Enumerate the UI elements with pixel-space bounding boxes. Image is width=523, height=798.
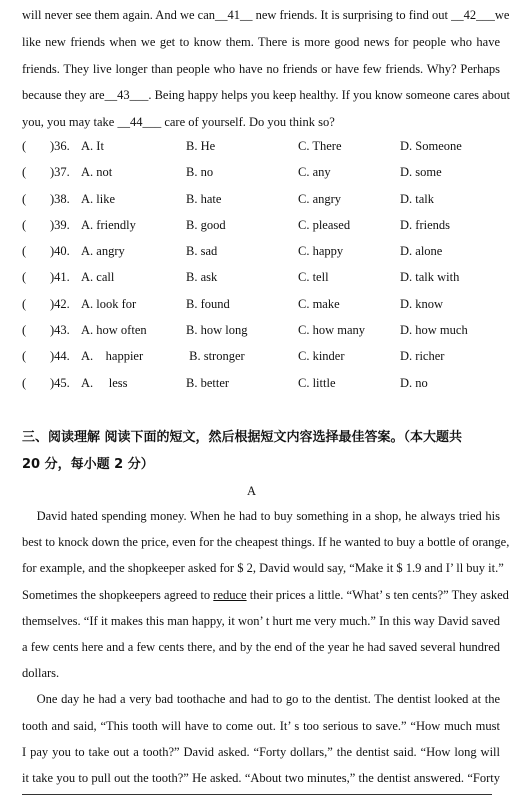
option-d: D. talk — [400, 191, 435, 206]
option-a: A. not — [81, 165, 113, 180]
option-c: C. make — [298, 296, 340, 311]
option-d: D. friends — [400, 217, 450, 232]
option-c: C. how many — [298, 323, 366, 338]
question-number: )43. — [50, 323, 70, 338]
option-c: C. tell — [298, 270, 329, 285]
option-a: A. happier — [81, 349, 144, 364]
option-d: D. some — [400, 165, 442, 180]
answer-paren: ( — [22, 349, 27, 364]
option-a: A. less — [81, 375, 128, 390]
option-d: D. talk with — [400, 270, 460, 285]
option-c: C. pleased — [298, 217, 351, 232]
option-b: B. ask — [186, 270, 218, 285]
option-b: B. He — [186, 139, 216, 153]
answer-paren: ( — [22, 323, 27, 338]
question-number: )45. — [50, 375, 70, 390]
section-heading-line: 三、阅读理解 阅读下面的短文，然后根据短文内容选择最佳答案。（本大题共 — [22, 430, 463, 445]
question-number: )40. — [50, 244, 70, 259]
option-b: B. good — [186, 217, 226, 232]
option-d: D. no — [400, 375, 428, 390]
cloze-line: like new friends when we get to know them. There is more good news for people who have — [22, 34, 500, 49]
option-c: C. little — [298, 375, 336, 390]
option-a: A. friendly — [81, 217, 136, 232]
passage-label: A — [246, 484, 257, 498]
option-a: A. look for — [81, 296, 137, 311]
option-c: C. kinder — [298, 349, 345, 364]
question-row — [22, 317, 502, 343]
option-b: B. how long — [186, 323, 248, 338]
option-d: D. know — [400, 296, 444, 311]
passage-line: best to knock down the price, even for the cheapest things. If he wanted to buy a bottle of orange, — [22, 535, 510, 550]
question-row — [22, 238, 502, 264]
option-b: B. hate — [186, 191, 222, 206]
question-row — [22, 343, 502, 369]
answer-paren: ( — [22, 296, 27, 311]
passage-text: Sometimes the shopkeepers agreed to — [22, 587, 214, 602]
option-a: A. call — [81, 270, 115, 285]
cloze-line: friends. They live longer than people who have no friends or have few friends. Why? Perhaps — [22, 61, 500, 76]
question-number: )38. — [50, 191, 70, 206]
question-number: )36. — [50, 139, 70, 153]
answer-paren: ( — [22, 244, 27, 259]
option-b: B. sad — [186, 244, 218, 259]
question-row — [22, 186, 502, 212]
question-row — [22, 291, 502, 317]
answer-paren: ( — [22, 191, 27, 206]
option-c: C. angry — [298, 191, 342, 206]
passage-line: it take you to pull out the tooth?” He asked. “About two minutes,” the dentist answered. “Forty — [22, 770, 500, 785]
passage-line: a few cents here and a few cents there, and by the end of the year he had saved several hundred — [22, 639, 500, 654]
passage-line: dollars. — [22, 666, 60, 681]
option-c: C. There — [298, 139, 342, 153]
option-a: A. angry — [81, 244, 125, 259]
passage-line: for example, and the shopkeeper asked for $ 2, David would say, “Make it $ 1.9 and I’ ll buy it.” — [22, 561, 504, 576]
option-b: B. found — [186, 296, 230, 311]
answer-paren: ( — [22, 217, 27, 232]
option-c: C. happy — [298, 244, 344, 259]
question-row — [22, 159, 502, 185]
cloze-passage — [22, 2, 510, 136]
question-row — [22, 212, 502, 238]
page-divider — [22, 794, 492, 795]
option-b: B. better — [186, 375, 230, 390]
section-heading-line: 20 分，每小题 2 分） — [22, 457, 154, 472]
underlined-word: reduce — [213, 587, 247, 602]
passage-line — [22, 582, 509, 608]
question-number: )42. — [50, 296, 70, 311]
question-row — [22, 370, 502, 396]
question-row — [22, 264, 502, 290]
option-d: D. richer — [400, 349, 445, 364]
reading-passage — [22, 503, 510, 791]
option-a: A. like — [81, 191, 116, 206]
option-a: A. how often — [81, 323, 147, 338]
options-list — [22, 133, 502, 396]
question-number: )44. — [50, 349, 70, 364]
answer-paren: ( — [22, 139, 27, 153]
option-a: A. It — [81, 139, 104, 153]
answer-paren: ( — [22, 270, 27, 285]
passage-line: One day he had a very bad toothache and had to go to the dentist. The dentist looked at the — [22, 692, 500, 707]
answer-paren: ( — [22, 165, 27, 180]
passage-line: themselves. “If it makes this man happy, it won’ t hurt me very much.” In this way David saved — [22, 613, 500, 628]
option-d: D. Someone — [400, 139, 462, 153]
option-c: C. any — [298, 165, 331, 180]
question-number: )41. — [50, 270, 70, 285]
answer-paren: ( — [22, 375, 27, 390]
cloze-line: you, you may take __44___ care of yourself. Do you think so? — [22, 115, 335, 130]
option-d: D. how much — [400, 323, 468, 338]
question-row — [22, 133, 502, 159]
passage-text: their prices a little. “What’ s ten cents?” They asked — [246, 587, 509, 602]
option-b: B. no — [186, 165, 214, 180]
passage-line: David hated spending money. When he had to buy something in a shop, he always tried his — [22, 509, 500, 523]
question-number: )37. — [50, 165, 70, 180]
option-d: D. alone — [400, 244, 443, 259]
question-number: )39. — [50, 217, 70, 232]
cloze-line: will never see them again. And we can__41__ new friends. It is surprising to find out __42___we — [22, 8, 510, 22]
option-b: B. stronger — [186, 349, 245, 364]
section-heading — [22, 424, 502, 478]
passage-line: I pay you to take out a tooth?” David asked. “Forty dollars,” the dentist said. “How long will — [22, 744, 500, 759]
cloze-line: because they are__43___. Being happy helps you keep healthy. If you know someone cares about — [22, 88, 510, 103]
passage-line: tooth and said, “This tooth will have to come out. It’ s too serious to save.” “How much must — [22, 718, 500, 733]
